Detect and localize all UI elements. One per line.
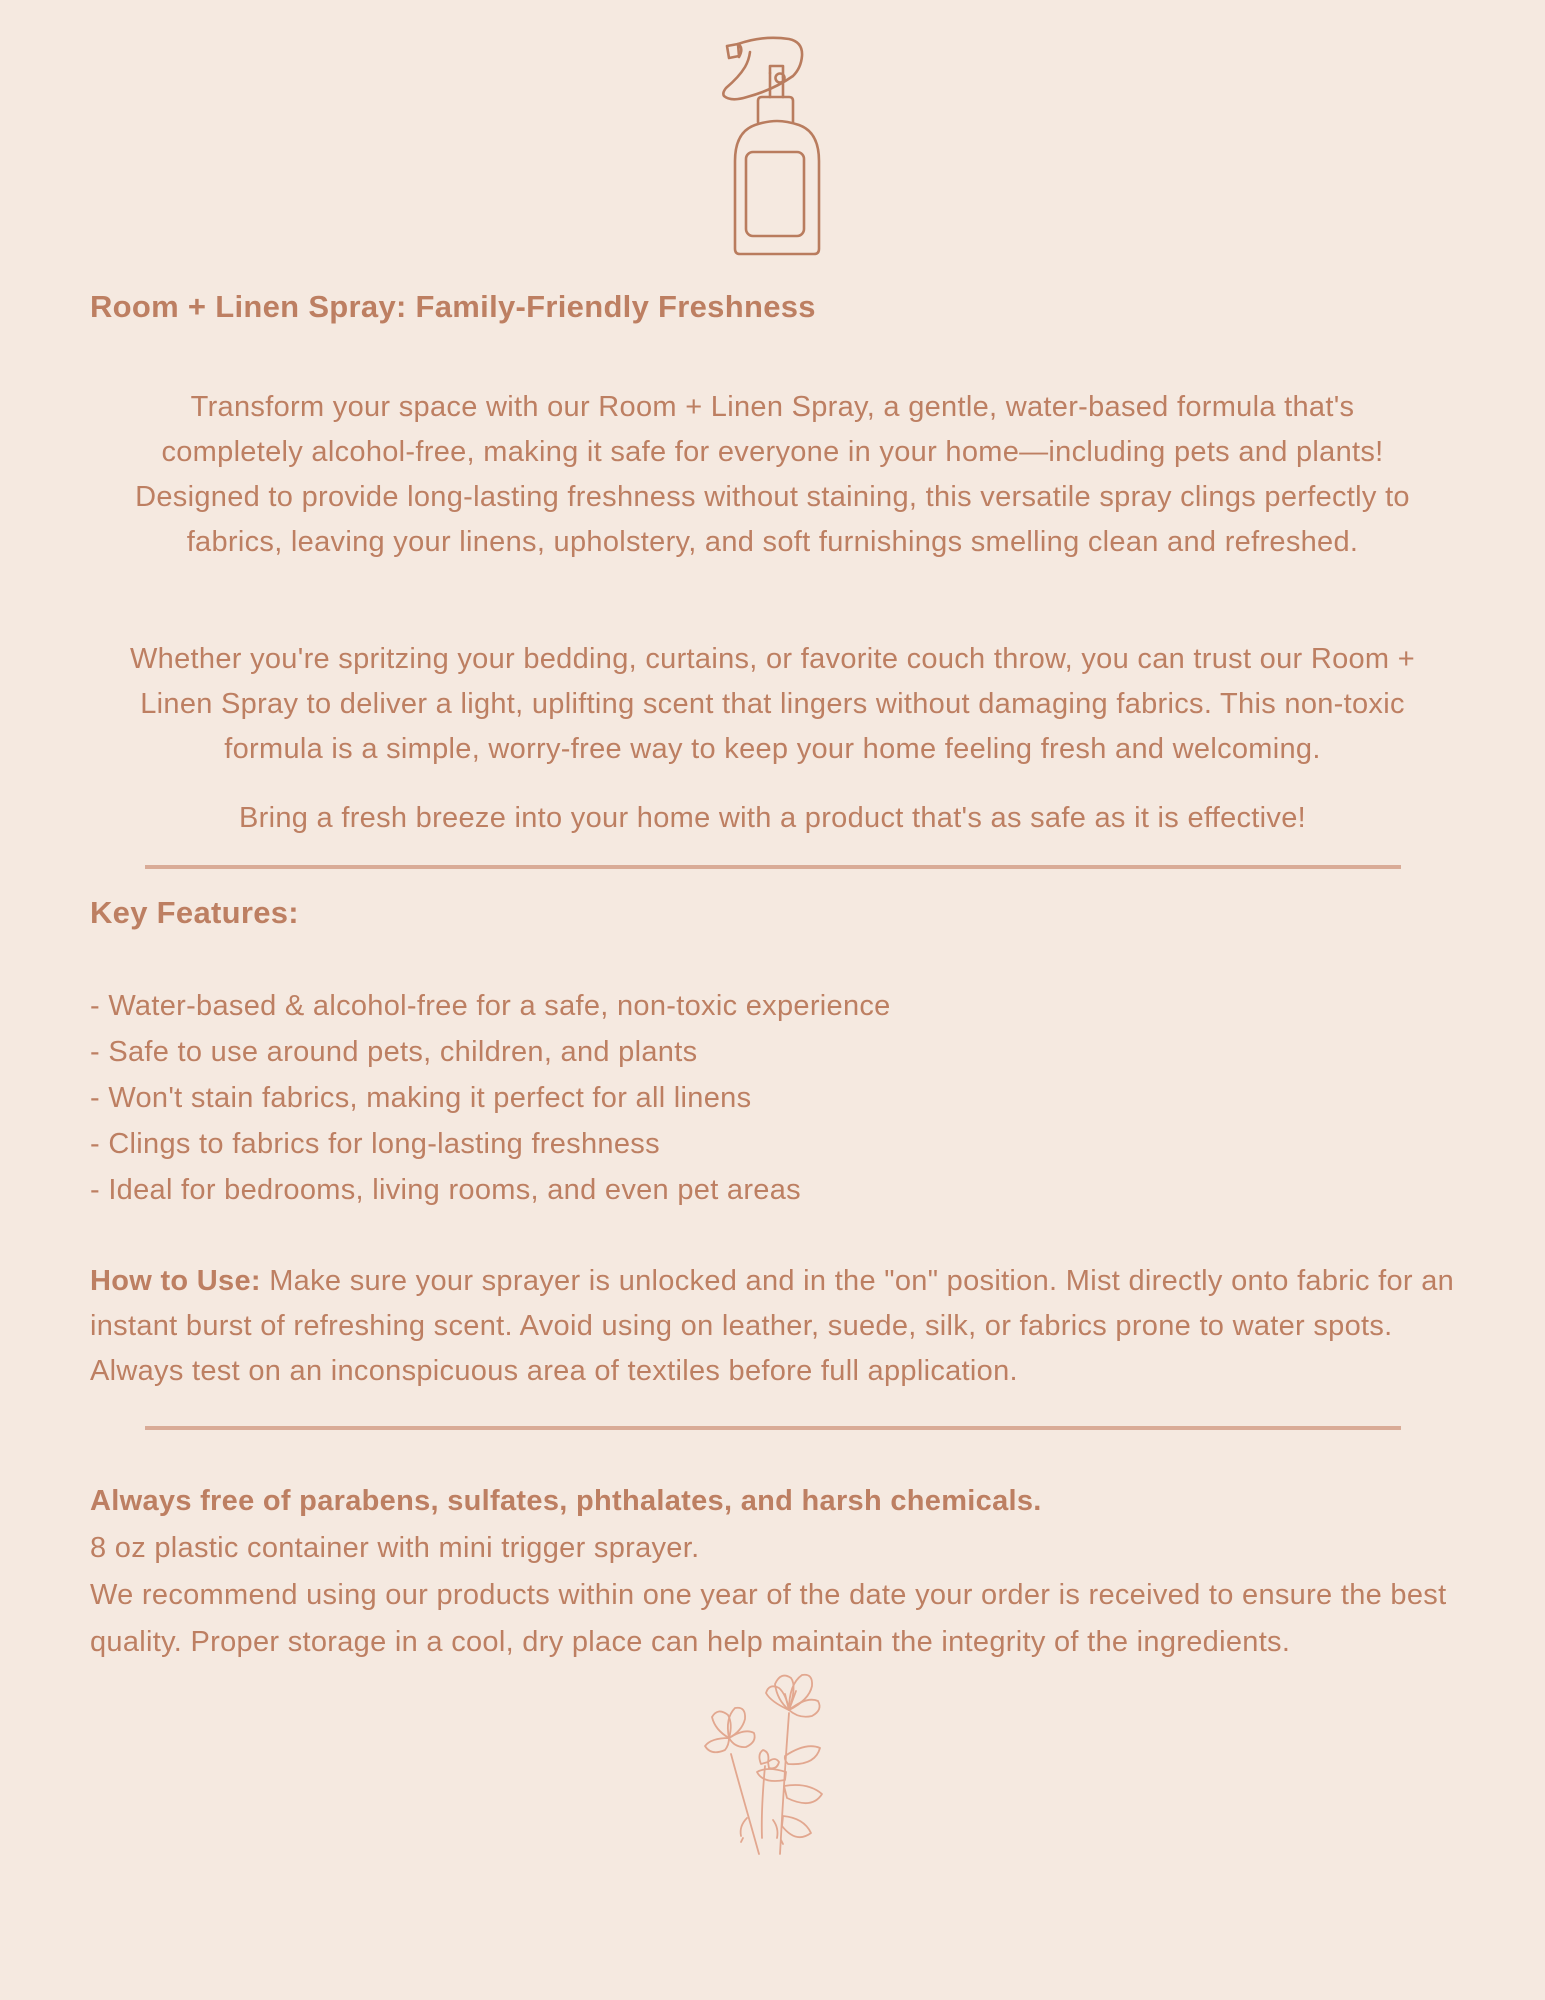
divider-top: [145, 865, 1401, 869]
feature-item-clings: - Clings to fabrics for long-lasting freshness: [90, 1128, 660, 1160]
how-to-use-paragraph: [90, 1259, 1455, 1394]
intro-paragraph-1: Transform your space with our Room + Linen Spray, a gentle, water-based formula that's completely alcohol-free, making it safe for everyone in your home—including pets and plants! Designed to provide long-lasting freshness without staining, this versatile spray clings perfectly to fabrics, leaving your linens, upholstery, and soft furnishings smelling clean and refreshed.: [135, 391, 1410, 558]
footer-free-of-statement: Always free of parabens, sulfates, phthalates, and harsh chemicals.: [90, 1485, 1042, 1517]
intro-paragraph-2: Whether you're spritzing your bedding, curtains, or favorite couch throw, you can trust our Room + Linen Spray to deliver a light, uplifting scent that lingers without damaging fabrics. This non-toxic formula is a simple, worry-free way to keep your home feeling fresh and welcoming.: [130, 643, 1415, 765]
tagline: Bring a fresh breeze into your home with a product that's as safe as it is effective!: [239, 802, 1306, 834]
how-to-use-label: How to Use:: [90, 1265, 261, 1297]
footer-shelf-life-note: We recommend using our products within one year of the date your order is received to ensure the best quality. Proper storage in a cool, dry place can help maintain the integrity of the ingredients.: [90, 1579, 1447, 1658]
footer-container-info: 8 oz plastic container with mini trigger sprayer.: [90, 1532, 700, 1564]
key-features-list: [90, 983, 1455, 1213]
feature-item-safe-around-pets: - Safe to use around pets, children, and plants: [90, 1036, 698, 1068]
how-to-use-text: Make sure your sprayer is unlocked and in the "on" position. Mist directly onto fabric for an instant burst of refreshing scent. Avoid using on leather, suede, silk, or fabrics prone to water spots. Always test on an inconspicuous area of textiles before full application.: [90, 1265, 1455, 1387]
page-title: Room + Linen Spray: Family-Friendly Freshness: [90, 289, 816, 324]
footer-block: [90, 1478, 1455, 1666]
divider-bottom: [145, 1426, 1401, 1430]
feature-item-wont-stain: - Won't stain fabrics, making it perfect for all linens: [90, 1082, 752, 1114]
feature-item-ideal-rooms: - Ideal for bedrooms, living rooms, and even pet areas: [90, 1174, 801, 1206]
feature-item-water-based: - Water-based & alcohol-free for a safe, non-toxic experience: [90, 990, 891, 1022]
key-features-heading: Key Features:: [90, 895, 299, 930]
spray-bottle-icon: [713, 33, 833, 259]
wildflowers-icon: [685, 1668, 860, 1858]
